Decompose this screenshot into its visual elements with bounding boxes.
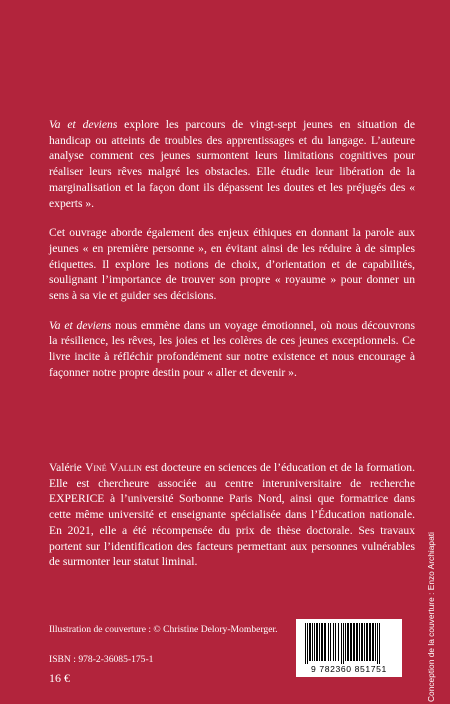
- barcode-bar: [353, 623, 355, 661]
- barcode-bar: [324, 623, 326, 661]
- barcode-bar: [314, 623, 315, 661]
- blurb-paragraph-3: [49, 318, 415, 381]
- author-bio: [49, 460, 415, 570]
- barcode-bar: [375, 623, 376, 661]
- cover-design-credit-text: Conception de la couverture : Enzo Archiapati: [426, 532, 436, 702]
- barcode-bar: [307, 623, 308, 664]
- barcode-bar: [330, 623, 331, 661]
- illustration-credit: Illustration de couverture : © Christine Delory-Momberger.: [49, 624, 278, 635]
- barcode-bar: [316, 623, 318, 661]
- barcode-bar: [345, 623, 346, 661]
- blurb-paragraph-2: Cet ouvrage aborde également des enjeux éthiques en donnant la parole aux jeunes « en première personne », en évitant ainsi de les réduire à de simples étiquettes. Il explore les notions de choix, d’orientation et de capabilités, soulignant l’importance de trouver son propre « royaume » pour donner un sens à sa vie et guider ses décisions.: [49, 226, 415, 303]
- barcode-bar: [361, 623, 363, 661]
- isbn-barcode: [296, 619, 402, 677]
- barcode-bar: [335, 623, 336, 661]
- barcode-bar: [328, 623, 329, 661]
- barcode-bar: [369, 623, 371, 661]
- barcode-bar: [343, 623, 344, 664]
- barcode-bar: [372, 623, 374, 661]
- barcode-bar: [305, 623, 306, 664]
- book-title-italic: Va et deviens: [49, 318, 112, 332]
- barcode-bar: [319, 623, 320, 661]
- barcode-bar: [312, 623, 313, 661]
- barcode-bar: [333, 623, 334, 661]
- barcode-bar: [364, 623, 365, 661]
- barcode-bar: [379, 623, 380, 664]
- book-blurb: [49, 117, 415, 381]
- author-surname: Viné Vallin: [84, 461, 142, 474]
- blurb-paragraph-3-text: nous emmène dans un voyage émotionnel, où nous découvrons la résilience, les rêves, les joies et les colères de ces jeunes exceptionnels. Ce livre incite à réfléchir profondément sur notre existence et nous encourage à façonner notre propre destin pour « aller et devenir ».: [49, 318, 415, 379]
- book-title-italic: Va et deviens: [49, 118, 118, 131]
- cover-design-credit: [425, 512, 437, 702]
- blurb-paragraph-1: [49, 117, 415, 211]
- barcode-digits: 9 782360 851751: [311, 664, 387, 674]
- barcode-bar: [356, 623, 358, 661]
- price: 16 €: [49, 671, 70, 685]
- barcode-bar: [347, 623, 349, 661]
- barcode-bar: [309, 623, 311, 661]
- isbn: ISBN : 978-2-36085-175-1: [49, 654, 154, 665]
- barcode-bar: [377, 623, 378, 664]
- barcode-bar: [359, 623, 360, 661]
- barcode-bar: [366, 623, 368, 661]
- barcode-bar: [338, 623, 339, 661]
- barcode-bar: [341, 623, 342, 664]
- barcode-bar: [321, 623, 323, 661]
- blurb-paragraph-1-text: explore les parcours de vingt-sept jeunes en situation de handicap ou atteints de troubles des apprentissages et du langage. L’auteure analyse comment ces jeunes surmontent leurs limitations cognitives pour réaliser leurs rêves malgré les obstacles. Elle étudie leur libération de la marginalisation et la façon dont ils dépassent les doutes et les préjugés des « experts ».: [49, 118, 415, 210]
- barcode-bar: [350, 623, 352, 661]
- author-first-name: Valérie: [49, 461, 85, 474]
- barcode-bars: [296, 619, 402, 665]
- author-bio-text: est docteure en sciences de l’éducation et de la formation. Elle est chercheure associée au centre interuniversitaire de recherche EXPERICE à l’université Sorbonne Paris Nord, ainsi que formatrice dans cette même université et enseignante spécialisée dans l’Éducation nationale. En 2021, elle a été récompensée du prix de thèse doctorale. Ses travaux portent sur l’identification des facteurs permettant aux personnes vulnérables de surmonter leur statut liminal.: [49, 461, 415, 569]
